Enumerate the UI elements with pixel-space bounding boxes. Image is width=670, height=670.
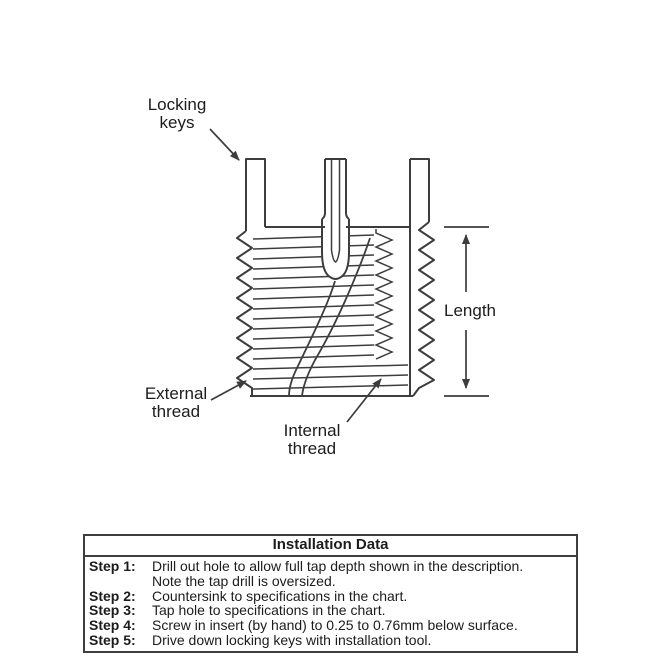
right-locking-key: [410, 159, 429, 222]
step-text: [152, 559, 572, 589]
step-text: [152, 589, 572, 604]
middle-key-slot: [322, 219, 349, 279]
step-text-line: Note the tap drill is oversized.: [152, 572, 336, 589]
step-label: Step 1:: [89, 558, 136, 574]
step-label: Step 3:: [89, 602, 136, 619]
step-text-line: Countersink to specifications in the chart.: [152, 587, 408, 604]
internal-thread-label: Internal thread: [283, 421, 341, 458]
install-step-row: [89, 618, 572, 633]
external-thread-label: External thread: [144, 384, 208, 421]
install-step-row: [89, 603, 572, 618]
step-text-line: Drill out hole to allow full tap depth shown in the description.: [152, 558, 524, 574]
step-text: [152, 603, 572, 618]
step-text-line: Tap hole to specifications in the chart.: [152, 602, 386, 619]
step-text: [152, 633, 572, 648]
locking-keys-arrow: [210, 129, 239, 160]
step-label: Step 4:: [89, 617, 136, 634]
install-step-row: [89, 633, 572, 648]
length-label: Length: [444, 301, 496, 320]
table-title: Installation Data: [85, 536, 576, 557]
step-text-line: Screw in insert (by hand) to 0.25 to 0.76mm below surface.: [152, 617, 518, 634]
left-locking-key: [246, 159, 265, 231]
install-step-row: [89, 589, 572, 604]
external-thread-profile-right: [410, 159, 434, 396]
step-label: Step 2:: [89, 587, 136, 604]
step-text: [152, 618, 572, 633]
external-thread-profile-left: [237, 231, 252, 396]
table-body: [85, 557, 576, 651]
step-label: Step 5:: [89, 631, 136, 648]
install-step-row: [89, 559, 572, 589]
installation-data-table: [83, 534, 578, 653]
step-text-line: Drive down locking keys with installation tool.: [152, 631, 432, 648]
locking-keys-label: Locking keys: [147, 95, 207, 132]
internal-thread-profile: [376, 229, 392, 359]
